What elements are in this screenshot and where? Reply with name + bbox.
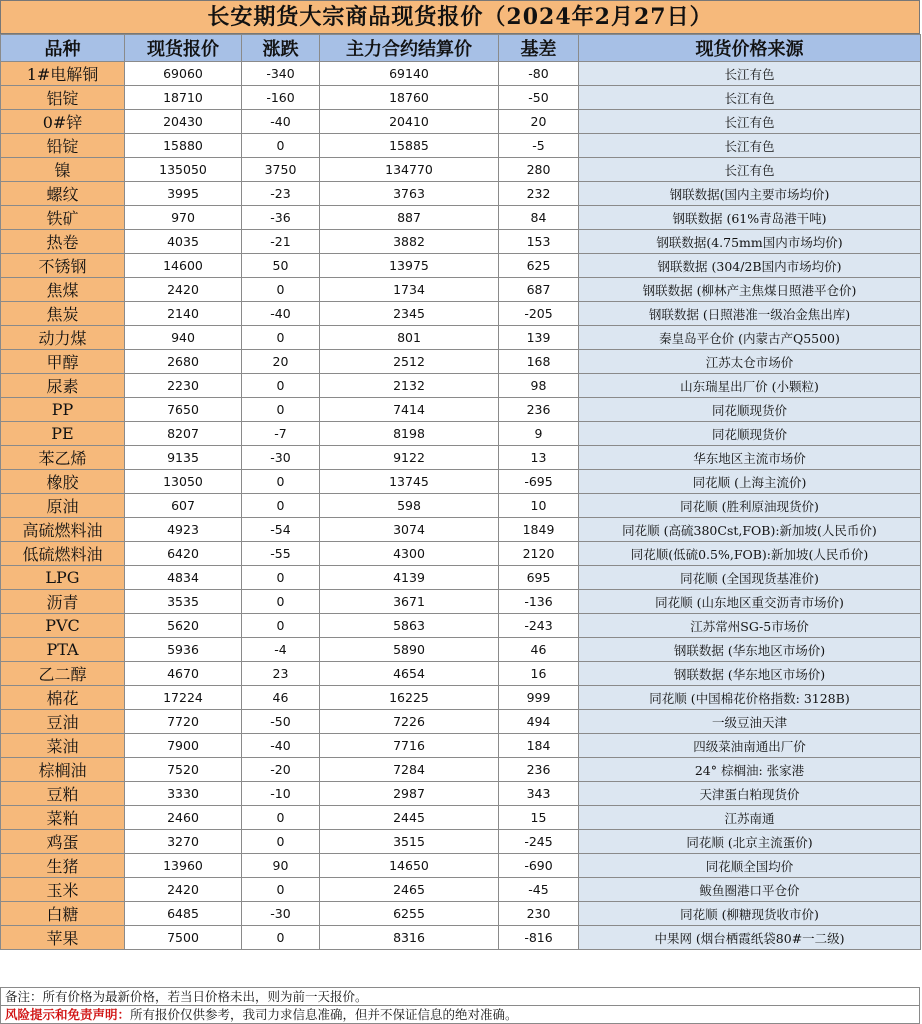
- header-main-settle: 主力合约结算价: [320, 35, 499, 62]
- table-row: [1, 710, 921, 734]
- cell-change: 46: [242, 686, 320, 710]
- table-row: [1, 686, 921, 710]
- cell-source: 钢联数据 (华东地区市场价): [579, 662, 921, 686]
- cell-spot-price: 4834: [125, 566, 242, 590]
- cell-spot-price: 607: [125, 494, 242, 518]
- cell-basis: -80: [499, 62, 579, 86]
- cell-source: 同花顺全国均价: [579, 854, 921, 878]
- cell-basis: 695: [499, 566, 579, 590]
- cell-source: 同花顺 (山东地区重交沥青市场价): [579, 590, 921, 614]
- cell-main-settle: 887: [320, 206, 499, 230]
- cell-source: 24° 棕榈油: 张家港: [579, 758, 921, 782]
- cell-main-settle: 4139: [320, 566, 499, 590]
- cell-spot-price: 2230: [125, 374, 242, 398]
- cell-variety: 0#锌: [1, 110, 125, 134]
- cell-change: 23: [242, 662, 320, 686]
- cell-spot-price: 7650: [125, 398, 242, 422]
- table-row: [1, 758, 921, 782]
- cell-variety: 尿素: [1, 374, 125, 398]
- table-row: [1, 494, 921, 518]
- cell-change: -21: [242, 230, 320, 254]
- cell-basis: 20: [499, 110, 579, 134]
- cell-change: 0: [242, 326, 320, 350]
- sheet-title: 长安期货大宗商品现货报价（2024年2月27日）: [0, 0, 920, 34]
- cell-variety: 玉米: [1, 878, 125, 902]
- cell-variety: 苹果: [1, 926, 125, 950]
- table-row: [1, 422, 921, 446]
- table-row: [1, 230, 921, 254]
- price-table: [0, 34, 921, 950]
- cell-basis: 139: [499, 326, 579, 350]
- table-row: [1, 734, 921, 758]
- table-row: [1, 638, 921, 662]
- table-row: [1, 470, 921, 494]
- cell-spot-price: 13960: [125, 854, 242, 878]
- cell-main-settle: 8198: [320, 422, 499, 446]
- cell-variety: PVC: [1, 614, 125, 638]
- cell-main-settle: 134770: [320, 158, 499, 182]
- cell-basis: -243: [499, 614, 579, 638]
- cell-source: 一级豆油天津: [579, 710, 921, 734]
- cell-variety: 焦煤: [1, 278, 125, 302]
- table-row: [1, 782, 921, 806]
- table-row: [1, 398, 921, 422]
- table-body: [1, 62, 921, 950]
- table-row: [1, 86, 921, 110]
- cell-source: 钢联数据(国内主要市场均价): [579, 182, 921, 206]
- cell-change: 0: [242, 566, 320, 590]
- cell-main-settle: 598: [320, 494, 499, 518]
- cell-main-settle: 7716: [320, 734, 499, 758]
- cell-spot-price: 3535: [125, 590, 242, 614]
- disclaimer: [0, 1006, 920, 1024]
- cell-main-settle: 801: [320, 326, 499, 350]
- cell-basis: -50: [499, 86, 579, 110]
- cell-variety: 沥青: [1, 590, 125, 614]
- cell-basis: 153: [499, 230, 579, 254]
- cell-change: -54: [242, 518, 320, 542]
- cell-change: 0: [242, 278, 320, 302]
- cell-spot-price: 69060: [125, 62, 242, 86]
- cell-spot-price: 2420: [125, 878, 242, 902]
- cell-change: -23: [242, 182, 320, 206]
- header-source: 现货价格来源: [579, 35, 921, 62]
- cell-main-settle: 15885: [320, 134, 499, 158]
- cell-basis: 1849: [499, 518, 579, 542]
- cell-spot-price: 2420: [125, 278, 242, 302]
- cell-change: 0: [242, 398, 320, 422]
- cell-change: -55: [242, 542, 320, 566]
- cell-source: 同花顺 (柳糖现货收市价): [579, 902, 921, 926]
- table-row: [1, 518, 921, 542]
- cell-change: 0: [242, 494, 320, 518]
- cell-source: 同花顺 (高硫380Cst,FOB):新加坡(人民币价): [579, 518, 921, 542]
- cell-main-settle: 3074: [320, 518, 499, 542]
- cell-basis: 15: [499, 806, 579, 830]
- cell-spot-price: 970: [125, 206, 242, 230]
- cell-variety: 橡胶: [1, 470, 125, 494]
- cell-spot-price: 5936: [125, 638, 242, 662]
- cell-change: 0: [242, 470, 320, 494]
- table-row: [1, 830, 921, 854]
- table-row: [1, 542, 921, 566]
- cell-variety: 苯乙烯: [1, 446, 125, 470]
- table-row: [1, 662, 921, 686]
- cell-source: 天津蛋白粕现货价: [579, 782, 921, 806]
- cell-change: -50: [242, 710, 320, 734]
- cell-source: 钢联数据 (日照港准一级冶金焦出库): [579, 302, 921, 326]
- cell-variety: 鸡蛋: [1, 830, 125, 854]
- cell-source: 长江有色: [579, 134, 921, 158]
- cell-change: -340: [242, 62, 320, 86]
- cell-change: -160: [242, 86, 320, 110]
- cell-change: 0: [242, 878, 320, 902]
- cell-spot-price: 3995: [125, 182, 242, 206]
- cell-source: 四级菜油南通出厂价: [579, 734, 921, 758]
- cell-source: 同花顺 (北京主流蛋价): [579, 830, 921, 854]
- cell-basis: 98: [499, 374, 579, 398]
- footnote: 备注：所有价格为最新价格，若当日价格未出，则为前一天报价。: [0, 987, 920, 1006]
- cell-variety: 菜粕: [1, 806, 125, 830]
- cell-variety: 铝锭: [1, 86, 125, 110]
- cell-variety: PTA: [1, 638, 125, 662]
- cell-variety: 螺纹: [1, 182, 125, 206]
- cell-change: -7: [242, 422, 320, 446]
- table-row: [1, 374, 921, 398]
- cell-source: 同花顺 (胜利原油现货价): [579, 494, 921, 518]
- cell-spot-price: 15880: [125, 134, 242, 158]
- cell-spot-price: 3330: [125, 782, 242, 806]
- cell-change: 20: [242, 350, 320, 374]
- table-row: [1, 878, 921, 902]
- cell-basis: 625: [499, 254, 579, 278]
- cell-variety: 棕榈油: [1, 758, 125, 782]
- cell-main-settle: 69140: [320, 62, 499, 86]
- cell-main-settle: 2512: [320, 350, 499, 374]
- cell-main-settle: 3515: [320, 830, 499, 854]
- cell-source: 同花顺 (上海主流价): [579, 470, 921, 494]
- cell-change: 0: [242, 590, 320, 614]
- cell-main-settle: 6255: [320, 902, 499, 926]
- table-row: [1, 590, 921, 614]
- cell-spot-price: 2460: [125, 806, 242, 830]
- cell-variety: 低硫燃料油: [1, 542, 125, 566]
- cell-main-settle: 1734: [320, 278, 499, 302]
- cell-variety: 甲醇: [1, 350, 125, 374]
- header-basis: 基差: [499, 35, 579, 62]
- cell-variety: 热卷: [1, 230, 125, 254]
- cell-source: 钢联数据 (华东地区市场价): [579, 638, 921, 662]
- cell-change: 0: [242, 134, 320, 158]
- cell-main-settle: 18760: [320, 86, 499, 110]
- cell-main-settle: 14650: [320, 854, 499, 878]
- cell-source: 长江有色: [579, 62, 921, 86]
- cell-variety: 棉花: [1, 686, 125, 710]
- table-row: [1, 134, 921, 158]
- cell-main-settle: 3882: [320, 230, 499, 254]
- cell-variety: 铅锭: [1, 134, 125, 158]
- cell-source: 同花顺(低硫0.5%,FOB):新加坡(人民币价): [579, 542, 921, 566]
- cell-spot-price: 6485: [125, 902, 242, 926]
- cell-main-settle: 5890: [320, 638, 499, 662]
- cell-main-settle: 13975: [320, 254, 499, 278]
- cell-basis: 494: [499, 710, 579, 734]
- table-row: [1, 158, 921, 182]
- cell-main-settle: 2465: [320, 878, 499, 902]
- cell-basis: 184: [499, 734, 579, 758]
- cell-basis: -245: [499, 830, 579, 854]
- cell-variety: 菜油: [1, 734, 125, 758]
- cell-source: 钢联数据 (柳林产主焦煤日照港平仓价): [579, 278, 921, 302]
- cell-basis: -690: [499, 854, 579, 878]
- cell-source: 江苏太仓市场价: [579, 350, 921, 374]
- cell-variety: 高硫燃料油: [1, 518, 125, 542]
- cell-basis: 2120: [499, 542, 579, 566]
- table-row: [1, 614, 921, 638]
- cell-main-settle: 13745: [320, 470, 499, 494]
- header-spot-price: 现货报价: [125, 35, 242, 62]
- cell-basis: -136: [499, 590, 579, 614]
- cell-spot-price: 8207: [125, 422, 242, 446]
- cell-change: -40: [242, 734, 320, 758]
- cell-main-settle: 20410: [320, 110, 499, 134]
- header-change: 涨跌: [242, 35, 320, 62]
- cell-spot-price: 3270: [125, 830, 242, 854]
- cell-change: 0: [242, 614, 320, 638]
- cell-main-settle: 7284: [320, 758, 499, 782]
- cell-basis: 46: [499, 638, 579, 662]
- table-row: [1, 446, 921, 470]
- cell-source: 鲅鱼圈港口平仓价: [579, 878, 921, 902]
- cell-main-settle: 9122: [320, 446, 499, 470]
- cell-spot-price: 7900: [125, 734, 242, 758]
- table-header-row: [1, 35, 921, 62]
- cell-spot-price: 9135: [125, 446, 242, 470]
- cell-basis: 168: [499, 350, 579, 374]
- cell-spot-price: 940: [125, 326, 242, 350]
- cell-source: 同花顺 (中国棉花价格指数: 3128B): [579, 686, 921, 710]
- table-row: [1, 278, 921, 302]
- cell-change: -30: [242, 902, 320, 926]
- cell-main-settle: 3671: [320, 590, 499, 614]
- cell-spot-price: 18710: [125, 86, 242, 110]
- cell-basis: -45: [499, 878, 579, 902]
- cell-spot-price: 17224: [125, 686, 242, 710]
- table-row: [1, 566, 921, 590]
- cell-basis: 236: [499, 398, 579, 422]
- cell-spot-price: 7500: [125, 926, 242, 950]
- cell-source: 秦皇岛平仓价 (内蒙古产Q5500): [579, 326, 921, 350]
- table-row: [1, 350, 921, 374]
- cell-source: 山东瑞星出厂价 (小颗粒): [579, 374, 921, 398]
- cell-variety: 动力煤: [1, 326, 125, 350]
- cell-basis: 230: [499, 902, 579, 926]
- cell-basis: 236: [499, 758, 579, 782]
- cell-change: 3750: [242, 158, 320, 182]
- cell-change: -40: [242, 110, 320, 134]
- cell-spot-price: 2140: [125, 302, 242, 326]
- table-row: [1, 62, 921, 86]
- cell-basis: 343: [499, 782, 579, 806]
- cell-main-settle: 2345: [320, 302, 499, 326]
- cell-source: 同花顺现货价: [579, 422, 921, 446]
- cell-source: 钢联数据(4.75mm国内市场均价): [579, 230, 921, 254]
- cell-basis: 84: [499, 206, 579, 230]
- cell-source: 长江有色: [579, 158, 921, 182]
- cell-spot-price: 4670: [125, 662, 242, 686]
- table-row: [1, 254, 921, 278]
- cell-variety: PP: [1, 398, 125, 422]
- cell-main-settle: 2987: [320, 782, 499, 806]
- table-row: [1, 182, 921, 206]
- cell-variety: 1#电解铜: [1, 62, 125, 86]
- cell-variety: 豆油: [1, 710, 125, 734]
- cell-source: 同花顺 (全国现货基准价): [579, 566, 921, 590]
- cell-basis: 10: [499, 494, 579, 518]
- cell-variety: 乙二醇: [1, 662, 125, 686]
- cell-main-settle: 5863: [320, 614, 499, 638]
- cell-variety: 豆粕: [1, 782, 125, 806]
- cell-spot-price: 2680: [125, 350, 242, 374]
- cell-change: -36: [242, 206, 320, 230]
- cell-change: 0: [242, 926, 320, 950]
- cell-source: 江苏常州SG-5市场价: [579, 614, 921, 638]
- cell-variety: LPG: [1, 566, 125, 590]
- cell-spot-price: 7520: [125, 758, 242, 782]
- cell-variety: PE: [1, 422, 125, 446]
- cell-change: 0: [242, 806, 320, 830]
- cell-variety: 生猪: [1, 854, 125, 878]
- cell-source: 钢联数据 (304/2B国内市场均价): [579, 254, 921, 278]
- cell-change: -20: [242, 758, 320, 782]
- cell-change: 90: [242, 854, 320, 878]
- cell-source: 同花顺现货价: [579, 398, 921, 422]
- table-row: [1, 206, 921, 230]
- cell-basis: -695: [499, 470, 579, 494]
- table-row: [1, 110, 921, 134]
- cell-spot-price: 4923: [125, 518, 242, 542]
- cell-change: -10: [242, 782, 320, 806]
- cell-basis: 232: [499, 182, 579, 206]
- cell-basis: 687: [499, 278, 579, 302]
- table-row: [1, 854, 921, 878]
- cell-basis: 9: [499, 422, 579, 446]
- cell-change: 0: [242, 374, 320, 398]
- table-row: [1, 302, 921, 326]
- cell-source: 长江有色: [579, 110, 921, 134]
- cell-main-settle: 8316: [320, 926, 499, 950]
- cell-spot-price: 6420: [125, 542, 242, 566]
- cell-basis: -205: [499, 302, 579, 326]
- cell-spot-price: 20430: [125, 110, 242, 134]
- table-row: [1, 326, 921, 350]
- cell-spot-price: 5620: [125, 614, 242, 638]
- cell-source: 华东地区主流市场价: [579, 446, 921, 470]
- cell-change: 0: [242, 830, 320, 854]
- cell-basis: -816: [499, 926, 579, 950]
- cell-basis: 280: [499, 158, 579, 182]
- cell-variety: 原油: [1, 494, 125, 518]
- cell-main-settle: 16225: [320, 686, 499, 710]
- cell-source: 钢联数据 (61%青岛港干吨): [579, 206, 921, 230]
- disclaimer-text: 所有报价仅供参考，我司力求信息准确，但并不保证信息的绝对准确。: [130, 1007, 518, 1022]
- cell-spot-price: 14600: [125, 254, 242, 278]
- cell-basis: 13: [499, 446, 579, 470]
- cell-main-settle: 3763: [320, 182, 499, 206]
- cell-basis: 999: [499, 686, 579, 710]
- cell-spot-price: 13050: [125, 470, 242, 494]
- cell-variety: 焦炭: [1, 302, 125, 326]
- cell-change: -40: [242, 302, 320, 326]
- table-row: [1, 806, 921, 830]
- cell-variety: 镍: [1, 158, 125, 182]
- cell-source: 长江有色: [579, 86, 921, 110]
- cell-variety: 白糖: [1, 902, 125, 926]
- cell-source: 江苏南通: [579, 806, 921, 830]
- cell-main-settle: 4654: [320, 662, 499, 686]
- cell-spot-price: 4035: [125, 230, 242, 254]
- table-row: [1, 926, 921, 950]
- cell-variety: 铁矿: [1, 206, 125, 230]
- disclaimer-label: 风险提示和免责声明：: [5, 1007, 131, 1022]
- cell-spot-price: 135050: [125, 158, 242, 182]
- cell-basis: 16: [499, 662, 579, 686]
- cell-basis: -5: [499, 134, 579, 158]
- table-row: [1, 902, 921, 926]
- header-variety: 品种: [1, 35, 125, 62]
- cell-change: -30: [242, 446, 320, 470]
- cell-change: -4: [242, 638, 320, 662]
- cell-source: 中果网 (烟台栖霞纸袋80#一二级): [579, 926, 921, 950]
- cell-variety: 不锈钢: [1, 254, 125, 278]
- cell-main-settle: 2445: [320, 806, 499, 830]
- cell-main-settle: 2132: [320, 374, 499, 398]
- cell-main-settle: 7226: [320, 710, 499, 734]
- cell-main-settle: 4300: [320, 542, 499, 566]
- cell-spot-price: 7720: [125, 710, 242, 734]
- cell-main-settle: 7414: [320, 398, 499, 422]
- cell-change: 50: [242, 254, 320, 278]
